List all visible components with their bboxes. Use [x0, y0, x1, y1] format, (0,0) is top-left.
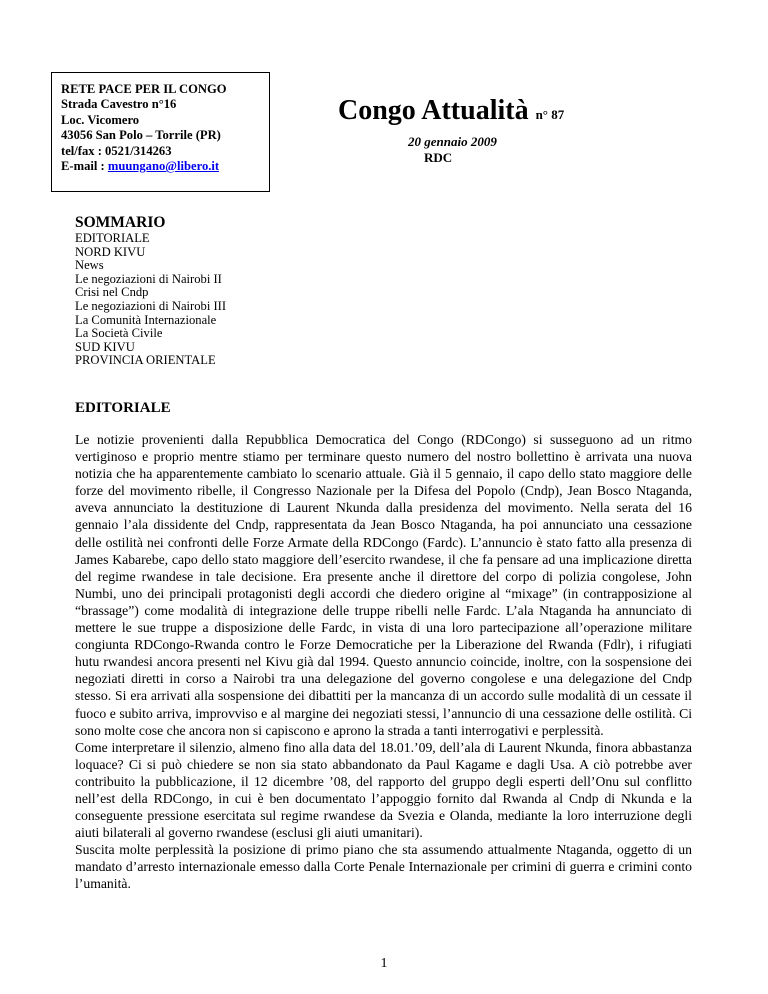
address-locality: Loc. Vicomero: [61, 112, 140, 127]
editorial-paragraph: Suscita molte perplessità la posizione di primo piano che sta assumendo attualmente Ntaganda, oggetto di un mandato d’arresto internazionale emesso dalla Corte Penale Internazionale per crimini di guerra e crimini conto l’umanità.: [75, 842, 692, 892]
editorial-body: [75, 431, 692, 893]
address-phone: tel/fax : 0521/314263: [61, 143, 172, 158]
summary-item: Crisi nel Cndp: [75, 285, 149, 300]
address-box: [51, 72, 270, 192]
masthead: [338, 94, 638, 165]
issue-number: n° 87: [535, 107, 565, 122]
summary-heading: SOMMARIO: [75, 214, 166, 231]
summary: [75, 214, 226, 368]
email-link[interactable]: muungano@libero.it: [107, 159, 220, 174]
address-city: 43056 San Polo – Torrile (PR): [61, 128, 221, 143]
publication-title: Congo Attualità: [338, 95, 529, 126]
summary-item: La Comunità Internazionale: [75, 312, 217, 327]
country-code: RDC: [424, 150, 453, 165]
editorial-paragraph: Le notizie provenienti dalla Repubblica Democratica del Congo (RDCongo) si susseguono ad un ritmo vertiginoso e proprio mentre stiamo per terminare questo numero del nostro bollettino è arrivata una nuova notizia che ha apparentemente cambiato lo scenario attuale. Già il 5 gennaio, il capo dello stato maggiore delle forze del movimento ribelle, il Congresso Nazionale per la Difesa del Popolo (Cndp), Jean Bosco Ntaganda, aveva annunciato la destituzione di Laurent Nkunda dalla presidenza del movimento. Nella serata del 16 gennaio l’ala dissidente del Cndp, rappresentata da Jean Bosco Ntaganda, ha poi annunciato una cessazione delle ostilità nei confronti delle Forze Armate della RDCongo (Fardc). L’annuncio è stato fatto alla presenza di James Kabarebe, capo dello stato maggiore dell’esercito rwandese, il che fa pensare ad una implicazione diretta del regime rwandese in tale decisione. Era presente anche il direttore del corpo di polizia congolese, John Numbi, uno dei principali protagonisti degli accordi che diedero origine al “mixage” (in contrapposizione al “brassage”) come modalità di integrazione delle truppe ribelli nelle Fardc. L’ala Ntaganda ha annunciato di mettere le sue truppe a disposizione delle Fardc, in vista di una loro partecipazione all’operazione militare congiunta RDCongo-Rwanda contro le Forze Democratiche per la Liberazione del Rwanda (Fdlr), i rifugiati hutu rwandesi ancora presenti nel Kivu già dal 1994. Questo annuncio coincide, inoltre, con la sospensione dei negoziati diretti in corso a Nairobi tra una delegazione del governo congolese e una delegazione del Cndp stesso. Si era arrivati alla sospensione dei dibattiti per la mancanza di un accordo sulle modalità di un cessate il fuoco e subito arriva, improvviso e al margine dei negoziati stessi, l’annuncio di una cessazione delle ostilità. Ci sono molte cose che ancora non si capiscono e aprono la strada a tanti interrogativi e perplessità.: [75, 432, 692, 738]
editorial-paragraph: Come interpretare il silenzio, almeno fino alla data del 18.01.’09, dell’ala di Laurent Nkunda, finora abbastanza loquace? Ci si può chiedere se non sia stato abbandonato da Paul Kagame e dagli Usa. A ciò potrebbe aver contribuito la pubblicazione, il 12 dicembre ’08, del rapporto del gruppo degli esperti dell’Onu sul conflitto nell’est della RDCongo, in cui è ben documentato l’appoggio fornito dal Rwanda al Cndp di Nkunda e la conseguente pressione esercitata sul regime rwandese da Svezia e Olanda, mediante la loro interruzione degli aiuti bilaterali al governo rwandese (esclusi gli aiuti umanitari).: [75, 739, 692, 841]
editorial-heading: EDITORIALE: [75, 400, 171, 416]
summary-list: [75, 232, 226, 368]
org-name: RETE PACE PER IL CONGO: [61, 82, 227, 96]
page-number: 1: [380, 956, 388, 971]
summary-item: SUD KIVU: [75, 339, 135, 354]
summary-item: NORD KIVU: [75, 244, 146, 259]
summary-item: La Società Civile: [75, 326, 163, 341]
publication-title-line: [338, 94, 638, 132]
summary-item: EDITORIALE: [75, 231, 150, 245]
email-label: E-mail :: [61, 159, 108, 174]
summary-item: Le negoziazioni di Nairobi II: [75, 271, 222, 286]
address-email-line: [61, 159, 269, 174]
summary-item: PROVINCIA ORIENTALE: [75, 353, 216, 368]
issue-date: 20 gennaio 2009: [408, 134, 497, 149]
address-street: Strada Cavestro n°16: [61, 97, 177, 112]
summary-item: Le negoziazioni di Nairobi III: [75, 298, 227, 313]
summary-item: News: [75, 258, 104, 273]
